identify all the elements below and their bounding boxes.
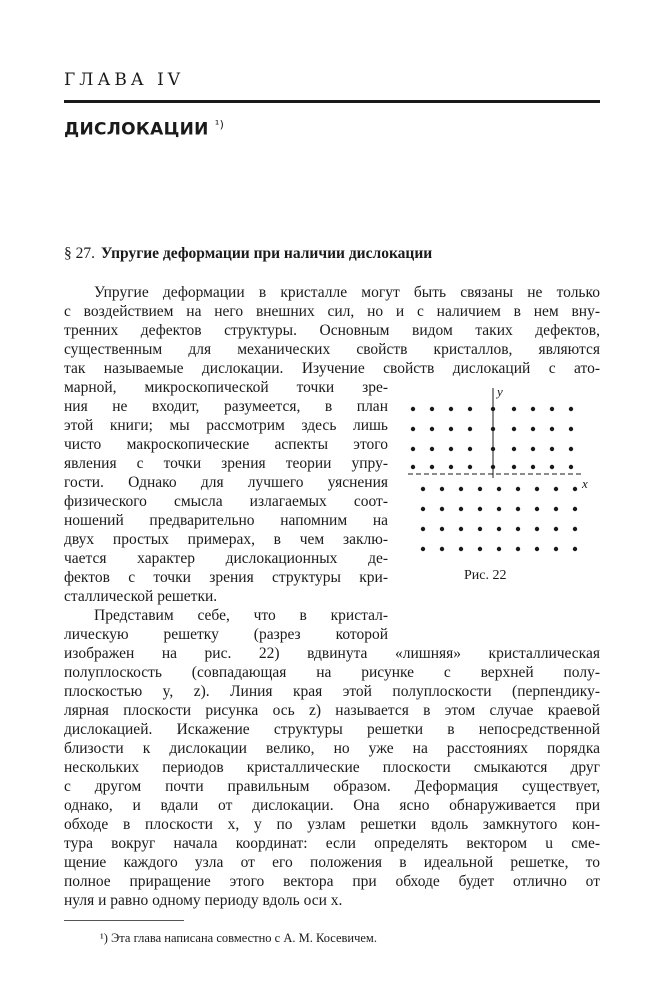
lattice-node xyxy=(554,547,558,551)
lattice-node xyxy=(497,527,501,531)
paragraph-line: тура вокруг начала координат: если определять вектором u сме- xyxy=(64,835,600,852)
lattice-nodes xyxy=(411,407,577,551)
chapter-title xyxy=(64,118,224,140)
lattice-node xyxy=(516,487,520,491)
chapter-label: ГЛАВА IV xyxy=(64,70,185,90)
lattice-node xyxy=(449,427,453,431)
section-title: Упругие деформации при наличии дислокации xyxy=(101,245,433,262)
paragraph-line: обходе в плоскости x, y по узлам решетки вдоль замкнутого кон- xyxy=(64,816,600,833)
lattice-node xyxy=(550,407,554,411)
lattice-node xyxy=(569,447,573,451)
lattice-node xyxy=(430,407,434,411)
lattice-node xyxy=(478,507,482,511)
lattice-node xyxy=(421,487,425,491)
lattice-node xyxy=(573,527,577,531)
lattice-node xyxy=(459,547,463,551)
lattice-node xyxy=(459,487,463,491)
lattice-node xyxy=(516,527,520,531)
lattice-node xyxy=(554,507,558,511)
lattice-node xyxy=(516,507,520,511)
paragraph-line: лярная плоскости рисунка ось z) называется в этом случае краевой xyxy=(64,702,600,719)
lattice-node xyxy=(550,427,554,431)
lattice-node xyxy=(550,465,554,469)
paragraph-line: Представим себе, что в кристал- xyxy=(94,607,388,624)
paragraph-line: изображен на рис. 22) вдвинута «лишняя» кристаллическая xyxy=(64,645,600,662)
paragraph-line: нуля и равно одному периоду вдоль оси x. xyxy=(64,892,343,909)
lattice-node xyxy=(468,407,472,411)
paragraph-line: чисто макроскопические аспекты этого xyxy=(64,436,388,453)
figure-caption: Рис. 22 xyxy=(464,568,507,583)
footnote xyxy=(100,931,377,946)
lattice-node xyxy=(491,447,495,451)
lattice-node xyxy=(516,547,520,551)
paragraph-line: ношений предварительно напомним на xyxy=(64,512,388,529)
lattice-node xyxy=(468,427,472,431)
lattice-node xyxy=(449,407,453,411)
footnote-text: Эта глава написана совместно с А. М. Косевичем. xyxy=(111,931,377,945)
lattice-node xyxy=(478,527,482,531)
lattice-node xyxy=(535,487,539,491)
lattice-node xyxy=(421,507,425,511)
lattice-node xyxy=(535,527,539,531)
lattice-node xyxy=(478,547,482,551)
lattice-node xyxy=(440,487,444,491)
lattice-node xyxy=(497,507,501,511)
lattice-node xyxy=(449,465,453,469)
lattice-node xyxy=(531,407,535,411)
chapter-title-text: ДИСЛОКАЦИИ xyxy=(64,119,209,140)
paragraph-line: этой книги; мы рассмотрим здесь лишь xyxy=(64,417,388,434)
paragraph-line: тренних дефектов структуры. Основным видом таких дефектов, xyxy=(64,322,600,339)
lattice-node xyxy=(569,407,573,411)
paragraph-line: марной, микроскопической точки зре- xyxy=(64,379,388,396)
lattice-node xyxy=(411,427,415,431)
paragraph-line: физического смысла излагаемых соот- xyxy=(64,493,388,510)
lattice-node xyxy=(491,407,495,411)
paragraph-line: лическую решетку (разрез которой xyxy=(64,626,388,643)
lattice-node xyxy=(531,465,535,469)
lattice-node xyxy=(554,487,558,491)
paragraph-line: явления с точки зрения теории упру- xyxy=(64,455,388,472)
paragraph-line: дислокацией. Искажение структуры решетки в непосредственной xyxy=(64,721,600,738)
footnote-mark: ¹) xyxy=(100,931,108,945)
lattice-node xyxy=(491,427,495,431)
lattice-node xyxy=(569,465,573,469)
lattice-node xyxy=(411,447,415,451)
lattice-figure xyxy=(404,378,600,558)
lattice-node xyxy=(478,487,482,491)
lattice-node xyxy=(459,507,463,511)
x-axis-label: x xyxy=(582,476,588,491)
lattice-node xyxy=(550,447,554,451)
lattice-node xyxy=(554,527,558,531)
lattice-node xyxy=(512,407,516,411)
lattice-node xyxy=(512,465,516,469)
lattice-node xyxy=(468,447,472,451)
paragraph-line: щение каждого узла от его положения в идеальной решетке, то xyxy=(64,854,600,871)
paragraph-line: плоскостью y, z). Линия края этой полуплоскости (перпендику- xyxy=(64,683,600,700)
lattice-node xyxy=(497,547,501,551)
lattice-node xyxy=(535,507,539,511)
paragraph-line: сталлической решетки. xyxy=(64,588,218,605)
lattice-node xyxy=(421,547,425,551)
footnote-rule xyxy=(64,920,184,921)
paragraph-line: чается характер дислокационных де- xyxy=(64,550,388,567)
y-axis-label: y xyxy=(497,384,503,399)
lattice-node xyxy=(411,465,415,469)
paragraph-line: близости к дислокации велико, но уже на расстояниях порядка xyxy=(64,740,600,757)
lattice-node xyxy=(430,427,434,431)
paragraph-line: полуплоскость (совпадающая на рисунке с верхней полу- xyxy=(64,664,600,681)
section-number: § 27. xyxy=(64,245,95,262)
paragraph-line: существенным для механических свойств кристаллов, являются xyxy=(64,341,600,358)
lattice-node xyxy=(421,527,425,531)
paragraph-line: Упругие деформации в кристалле могут быть связаны не только xyxy=(94,284,600,301)
lattice-node xyxy=(440,527,444,531)
paragraph-line: однако, и вдали от дислокации. Она ясно обнаруживается при xyxy=(64,797,600,814)
lattice-diagram xyxy=(404,378,600,558)
lattice-node xyxy=(430,465,434,469)
lattice-node xyxy=(573,507,577,511)
chapter-title-footnote-mark: ¹) xyxy=(214,118,225,131)
paragraph-line: фектов с точки зрения структуры кри- xyxy=(64,569,388,586)
lattice-node xyxy=(411,407,415,411)
lattice-node xyxy=(573,547,577,551)
lattice-node xyxy=(569,427,573,431)
lattice-node xyxy=(491,465,495,469)
section-heading xyxy=(64,245,432,263)
paragraph-line: гости. Однако для лучшего уяснения xyxy=(64,474,388,491)
lattice-node xyxy=(531,447,535,451)
lattice-node xyxy=(531,427,535,431)
paragraph-line: нескольких периодов кристаллические плоскости смыкаются друг xyxy=(64,759,600,776)
lattice-node xyxy=(497,487,501,491)
lattice-node xyxy=(440,547,444,551)
paragraph-line: двух простых примерах, в чем заклю- xyxy=(64,531,388,548)
lattice-node xyxy=(512,427,516,431)
lattice-node xyxy=(573,487,577,491)
lattice-node xyxy=(535,547,539,551)
paragraph-line: ния не входит, разумеется, в план xyxy=(64,398,388,415)
paragraph-line: с другом почти правильным образом. Деформация существует, xyxy=(64,778,600,795)
lattice-node xyxy=(459,527,463,531)
lattice-node xyxy=(512,447,516,451)
lattice-node xyxy=(449,447,453,451)
paragraph-line: так называемые дислокации. Изучение свойств дислокаций с ато- xyxy=(64,360,600,377)
paragraph-line: полное приращение этого вектора при обходе будет отлично от xyxy=(64,873,600,890)
lattice-node xyxy=(430,447,434,451)
lattice-node xyxy=(468,465,472,469)
lattice-node xyxy=(440,507,444,511)
paragraph-line: с воздействием на него внешних сил, но и с наличием в нем вну- xyxy=(64,303,600,320)
header-rule xyxy=(64,100,600,103)
